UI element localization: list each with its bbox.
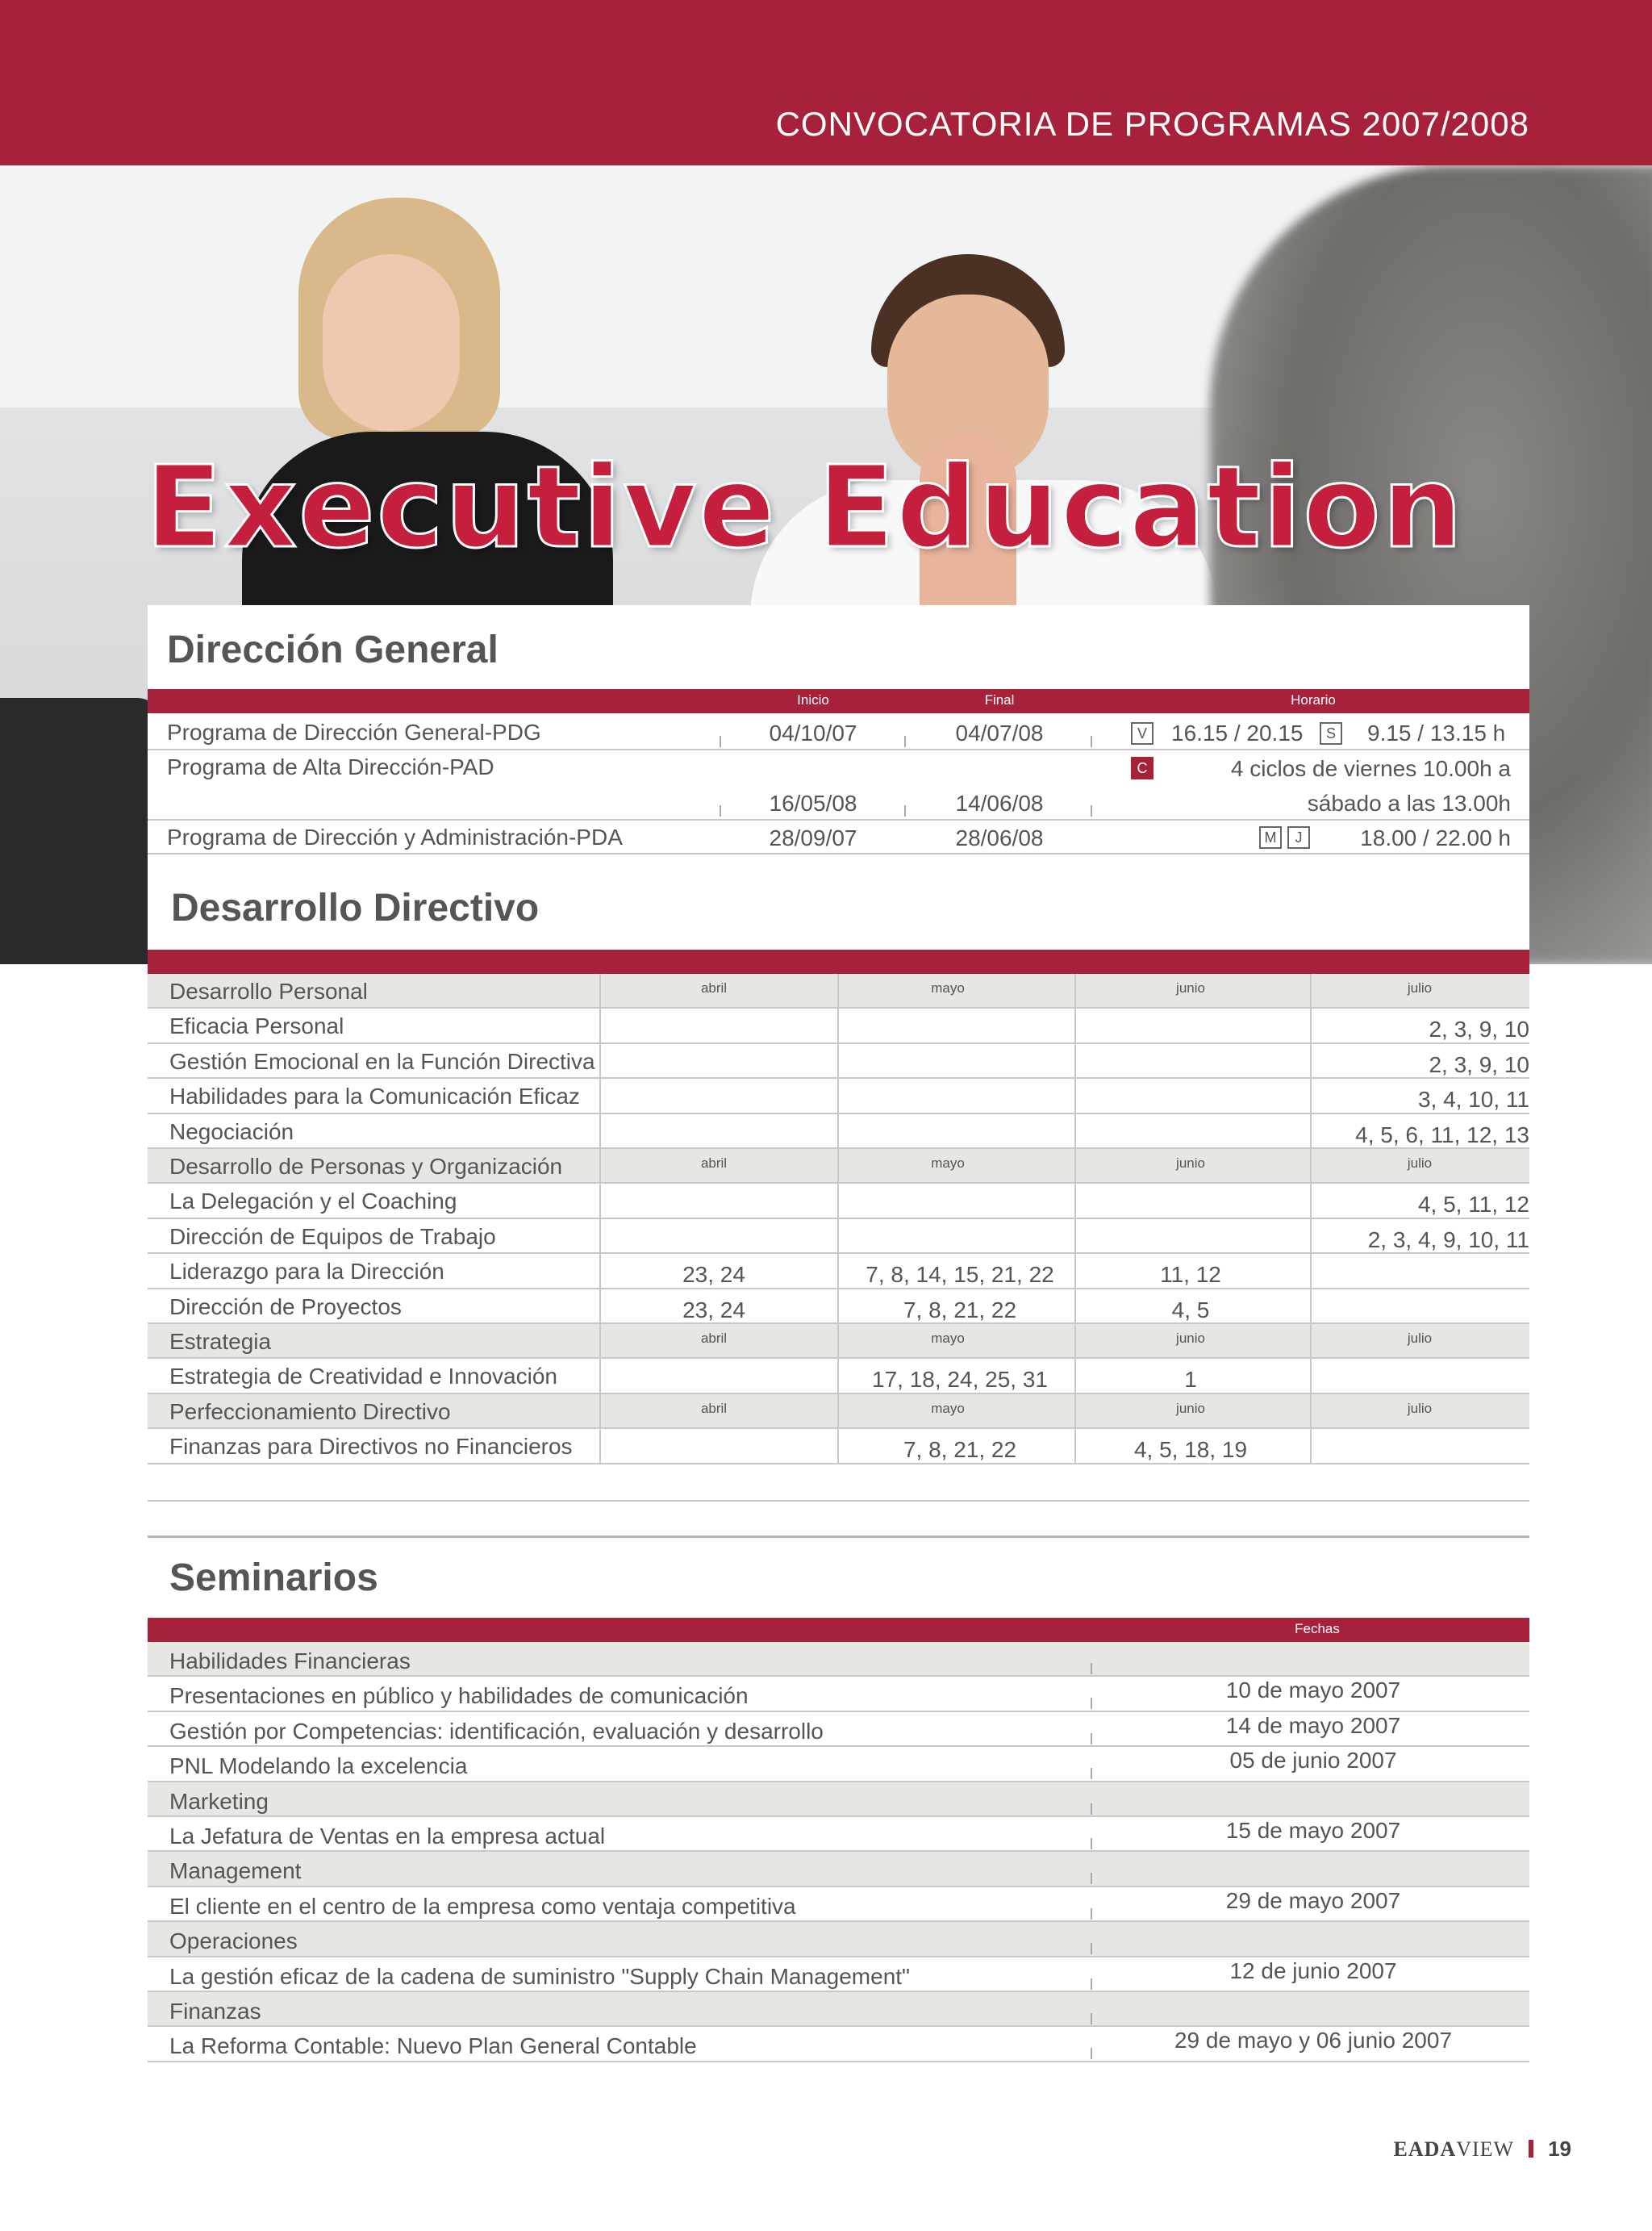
tick — [904, 805, 906, 817]
date-cell: 1 — [1184, 1367, 1197, 1393]
tick — [1091, 1873, 1092, 1884]
dg-row-divider — [148, 853, 1529, 854]
seminar-date: 29 de mayo 2007 — [1225, 1887, 1401, 1913]
dg-row-inicio: 16/05/08 — [769, 791, 857, 816]
row-label: El cliente en el centro de la empresa como ventaja competitiva — [169, 1893, 796, 1919]
tick — [1091, 1768, 1092, 1779]
dg-row-inicio: 04/10/07 — [769, 721, 857, 746]
month-label: abril — [700, 1331, 728, 1346]
date-cell: 4, 5 — [1171, 1297, 1210, 1322]
column-divider — [1074, 1289, 1076, 1324]
date-cell: 2, 3, 4, 9, 10, 11 — [1367, 1226, 1529, 1252]
month-label: julio — [1407, 1155, 1433, 1171]
column-divider — [1074, 974, 1076, 1009]
column-divider — [1310, 1289, 1312, 1324]
seminar-date: 05 de junio 2007 — [1229, 1748, 1397, 1774]
row-label: Estrategia de Creatividad e Innovación — [169, 1364, 557, 1389]
month-label: julio — [1407, 1400, 1433, 1416]
date-cell: 17, 18, 24, 25, 31 — [872, 1367, 1048, 1393]
seminar-date: 14 de mayo 2007 — [1225, 1712, 1401, 1738]
column-divider — [1074, 1429, 1076, 1464]
column-divider — [599, 1324, 601, 1359]
header-bar — [0, 0, 1652, 165]
column-divider — [837, 1079, 839, 1113]
dg-header-bar — [148, 689, 1529, 713]
column-divider — [837, 1359, 839, 1393]
column-divider — [599, 1394, 601, 1429]
date-cell: 7, 8, 21, 22 — [903, 1437, 1017, 1463]
dd-header-bar — [148, 950, 1529, 974]
month-label: junio — [1176, 1331, 1205, 1346]
footer-brand-suffix: VIEW — [1456, 2137, 1515, 2161]
footer-separator — [1529, 2140, 1533, 2158]
column-divider — [837, 1429, 839, 1464]
month-label: abril — [700, 1400, 728, 1416]
row-label: La Jefatura de Ventas en la empresa actual — [169, 1824, 606, 1849]
tick — [1091, 1943, 1092, 1954]
column-divider — [1310, 1009, 1312, 1043]
dg-row-name: Programa de Alta Dirección-PAD — [167, 754, 494, 779]
row-label: Finanzas para Directivos no Financieros — [169, 1434, 573, 1460]
column-divider — [1310, 1044, 1312, 1079]
row-label: PNL Modelando la excelencia — [169, 1753, 468, 1779]
row-label: Marketing — [169, 1788, 269, 1814]
column-divider — [599, 1429, 601, 1464]
column-divider — [837, 1184, 839, 1218]
date-cell: 3, 4, 10, 11 — [1417, 1087, 1529, 1113]
column-divider — [599, 1114, 601, 1149]
tick — [1091, 2013, 1092, 2024]
month-label: junio — [1176, 1400, 1205, 1416]
column-divider — [1310, 1219, 1312, 1254]
month-label: abril — [700, 1155, 728, 1171]
column-divider — [599, 1289, 601, 1324]
dg-col-horario: Horario — [1291, 692, 1336, 708]
dg-row-name: Programa de Dirección y Administración-PDA — [167, 825, 623, 850]
tick — [720, 805, 721, 817]
date-cell: 4, 5, 18, 19 — [1133, 1437, 1248, 1463]
row-label: Desarrollo Personal — [169, 979, 368, 1004]
seminar-date: 29 de mayo y 06 junio 2007 — [1174, 2028, 1453, 2053]
row-label: La Delegación y el Coaching — [169, 1189, 457, 1214]
seminar-date: 12 de junio 2007 — [1229, 1957, 1397, 1983]
group-row — [148, 1782, 1529, 1817]
column-divider — [837, 1324, 839, 1359]
month-label: julio — [1407, 980, 1433, 996]
tick — [904, 736, 906, 747]
group-row — [148, 1852, 1529, 1886]
day-box-j: J — [1287, 826, 1310, 849]
row-label: La Reforma Contable: Nuevo Plan General Contable — [169, 2033, 697, 2059]
sem-col-fechas: Fechas — [1295, 1621, 1340, 1636]
tick — [1091, 1803, 1092, 1815]
row-label: Gestión Emocional en la Función Directiva — [169, 1048, 595, 1074]
dg-col-inicio: Inicio — [797, 692, 829, 708]
column-divider — [599, 974, 601, 1009]
column-divider — [1074, 1009, 1076, 1043]
column-divider — [1310, 1324, 1312, 1359]
column-divider — [1074, 1079, 1076, 1113]
photo-woman-face — [323, 254, 460, 432]
group-row — [148, 1992, 1529, 2027]
row-label: La gestión eficaz de la cadena de suministro "Supply Chain Management" — [169, 1963, 910, 1989]
tick — [1091, 1908, 1092, 1920]
dg-row-name: Programa de Dirección General-PDG — [167, 720, 541, 745]
header-title: CONVOCATORIA DE PROGRAMAS 2007/2008 — [775, 105, 1529, 143]
date-cell: 7, 8, 21, 22 — [903, 1297, 1017, 1322]
dg-row-hours-2: 18.00 / 22.00 h — [1360, 825, 1511, 850]
column-divider — [599, 1079, 601, 1113]
column-divider — [1310, 1254, 1312, 1289]
column-divider — [1074, 1114, 1076, 1149]
date-cell: 2, 3, 9, 10 — [1429, 1051, 1529, 1077]
footer — [1394, 2137, 1571, 2162]
column-divider — [599, 1359, 601, 1393]
dg-row-divider — [148, 819, 1529, 821]
month-label: junio — [1176, 1155, 1205, 1171]
column-divider — [837, 1219, 839, 1254]
sem-header-bar — [148, 1618, 1529, 1642]
page-number: 19 — [1548, 2137, 1571, 2161]
column-divider — [1074, 1184, 1076, 1218]
column-divider — [837, 1254, 839, 1289]
column-divider — [837, 1044, 839, 1079]
day-box-v: V — [1131, 722, 1153, 745]
column-divider — [1310, 1394, 1312, 1429]
tick — [1091, 1838, 1092, 1849]
column-divider — [1074, 1254, 1076, 1289]
column-divider — [1310, 1114, 1312, 1149]
row-label: Dirección de Proyectos — [169, 1293, 402, 1319]
month-label: mayo — [931, 980, 965, 996]
column-divider — [599, 1254, 601, 1289]
dg-row-final: 28/06/08 — [955, 825, 1044, 850]
day-box-c: C — [1131, 757, 1153, 779]
month-label: abril — [700, 980, 728, 996]
row-label: Gestión por Competencias: identificación, evaluación y desarrollo — [169, 1718, 824, 1744]
date-cell: 23, 24 — [682, 1297, 745, 1322]
column-divider — [1310, 1429, 1312, 1464]
row-label: Desarrollo de Personas y Organización — [169, 1154, 563, 1179]
column-divider — [1074, 1044, 1076, 1079]
column-divider — [1310, 1079, 1312, 1113]
dg-row-hours-line2: sábado a las 13.00h — [1307, 791, 1511, 816]
row-label: Finanzas — [169, 1999, 261, 2024]
column-divider — [1310, 974, 1312, 1009]
section-divider — [148, 1500, 1529, 1502]
desarrollo-title: Desarrollo Directivo — [171, 887, 540, 930]
day-box-m: M — [1259, 826, 1282, 849]
column-divider — [1074, 1219, 1076, 1254]
column-divider — [599, 1184, 601, 1218]
date-cell: 4, 5, 6, 11, 12, 13 — [1355, 1122, 1529, 1147]
tick — [1091, 1733, 1092, 1744]
month-label: mayo — [931, 1400, 965, 1416]
tick — [1091, 736, 1092, 747]
date-cell: 23, 24 — [682, 1262, 745, 1288]
column-divider — [837, 1114, 839, 1149]
column-divider — [1310, 1359, 1312, 1393]
month-label: junio — [1176, 980, 1205, 996]
tick — [1091, 805, 1092, 817]
column-divider — [1074, 1149, 1076, 1184]
column-divider — [599, 1219, 601, 1254]
row-label: Habilidades para la Comunicación Eficaz — [169, 1084, 580, 1109]
column-divider — [837, 974, 839, 1009]
date-cell: 2, 3, 9, 10 — [1429, 1017, 1529, 1042]
row-label: Negociación — [169, 1118, 294, 1144]
row-label: Estrategia — [169, 1329, 272, 1354]
dg-row-hours-1: 16.15 / 20.15 — [1171, 721, 1304, 746]
tick — [1091, 1663, 1092, 1674]
row-label: Management — [169, 1858, 302, 1884]
dg-row-divider — [148, 749, 1529, 750]
footer-brand: EADA — [1393, 2137, 1457, 2161]
tick — [1091, 2048, 1092, 2059]
column-divider — [1310, 1149, 1312, 1184]
column-divider — [837, 1394, 839, 1429]
day-box-s: S — [1320, 722, 1342, 745]
dg-row-inicio: 28/09/07 — [769, 825, 857, 850]
month-label: julio — [1407, 1331, 1433, 1346]
hero-title: Executive Education — [145, 442, 1465, 574]
month-label: mayo — [931, 1155, 965, 1171]
tick — [1091, 1978, 1092, 1990]
dg-row-hours-2: 9.15 / 13.15 h — [1367, 721, 1506, 746]
row-label: Presentaciones en público y habilidades de comunicación — [169, 1683, 749, 1709]
column-divider — [1074, 1359, 1076, 1393]
column-divider — [1074, 1394, 1076, 1429]
seminar-date: 10 de mayo 2007 — [1225, 1677, 1401, 1703]
row-label: Operaciones — [169, 1928, 298, 1954]
column-divider — [1310, 1184, 1312, 1218]
dg-row-final: 04/07/08 — [955, 721, 1044, 746]
column-divider — [837, 1149, 839, 1184]
dg-col-final: Final — [984, 692, 1015, 708]
column-divider — [599, 1009, 601, 1043]
photo-chair — [0, 698, 161, 964]
date-cell: 7, 8, 14, 15, 21, 22 — [866, 1262, 1054, 1288]
row-label: Eficacia Personal — [169, 1013, 344, 1039]
tick — [720, 736, 721, 747]
date-cell: 4, 5, 11, 12 — [1417, 1192, 1529, 1218]
column-divider — [837, 1009, 839, 1043]
column-divider — [1074, 1324, 1076, 1359]
row-label: Perfeccionamiento Directivo — [169, 1398, 451, 1424]
seminar-date: 15 de mayo 2007 — [1225, 1818, 1401, 1843]
tick — [1091, 1698, 1092, 1709]
group-row — [148, 1922, 1529, 1957]
column-divider — [599, 1149, 601, 1184]
row-label: Liderazgo para la Dirección — [169, 1259, 444, 1285]
row-label: Habilidades Financieras — [169, 1648, 411, 1673]
direccion-general-title: Dirección General — [167, 629, 499, 671]
column-divider — [599, 1044, 601, 1079]
seminarios-title: Seminarios — [169, 1556, 378, 1599]
month-label: mayo — [931, 1331, 965, 1346]
dg-row-hours-line1: 4 ciclos de viernes 10.00h a — [1230, 756, 1511, 781]
date-cell: 11, 12 — [1160, 1262, 1221, 1288]
row-label: Dirección de Equipos de Trabajo — [169, 1223, 496, 1249]
dg-row-final: 14/06/08 — [955, 791, 1044, 816]
section-divider — [148, 1535, 1529, 1538]
column-divider — [837, 1289, 839, 1324]
